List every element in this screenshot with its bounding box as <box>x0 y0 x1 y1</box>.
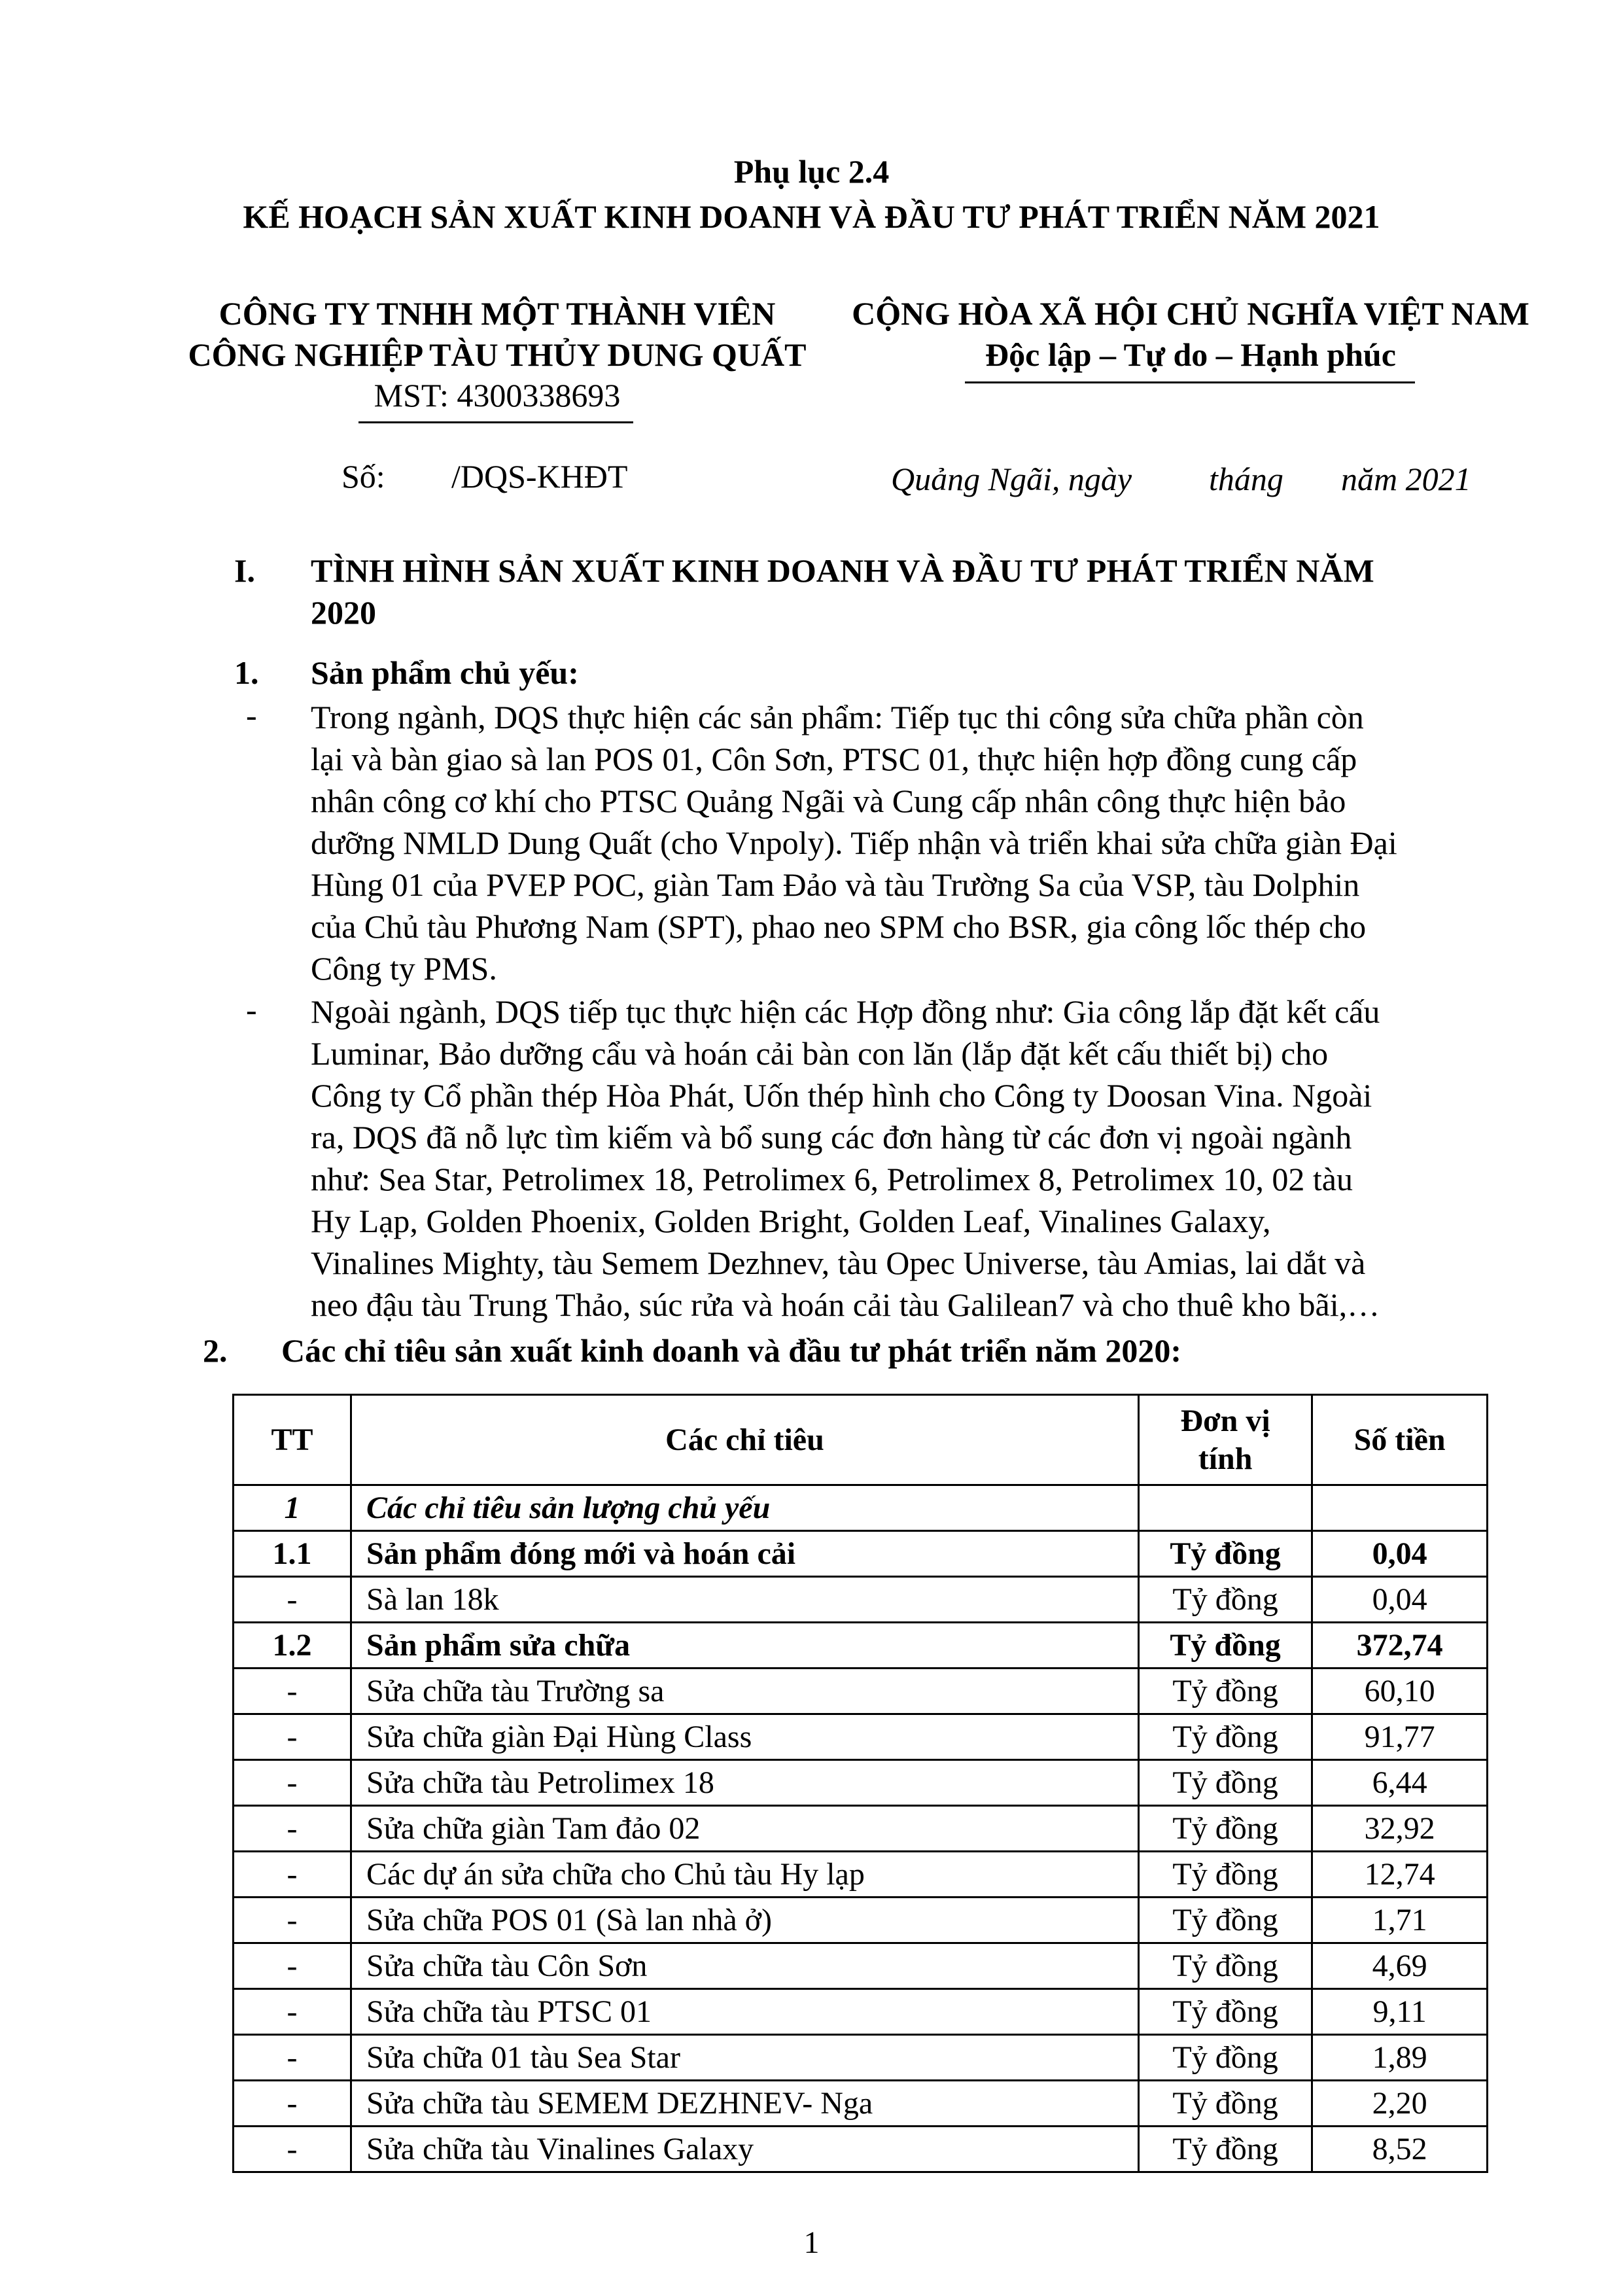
cell-tt: - <box>234 1760 351 1806</box>
cell-indicator: Sửa chữa POS 01 (Sà lan nhà ở) <box>351 1898 1139 1943</box>
header-indicators: Các chỉ tiêu <box>351 1395 1139 1485</box>
right-underline <box>965 381 1415 383</box>
paragraph-line: Công ty PMS. <box>311 950 497 987</box>
cell-amount: 8,52 <box>1312 2127 1488 2172</box>
cell-amount: 372,74 <box>1312 1623 1488 1669</box>
table-row <box>234 2127 1488 2172</box>
cell-indicator: Sửa chữa tàu Trường sa <box>351 1669 1139 1714</box>
cell-unit: Tỷ đồng <box>1138 1623 1312 1669</box>
cell-unit <box>1138 1485 1312 1531</box>
cell-tt: - <box>234 1806 351 1852</box>
cell-amount: 91,77 <box>1312 1714 1488 1760</box>
cell-indicator: Sửa chữa tàu Petrolimex 18 <box>351 1760 1139 1806</box>
bullet-marker: - <box>246 991 257 1028</box>
cell-tt: - <box>234 1898 351 1943</box>
cell-unit: Tỷ đồng <box>1138 2081 1312 2127</box>
cell-tt: - <box>234 1714 351 1760</box>
cell-unit: Tỷ đồng <box>1138 1531 1312 1577</box>
table-row <box>234 1898 1488 1943</box>
cell-amount: 2,20 <box>1312 2081 1488 2127</box>
cell-indicator: Sà lan 18k <box>351 1577 1139 1623</box>
cell-indicator: Các dự án sửa chữa cho Chủ tàu Hy lạp <box>351 1852 1139 1898</box>
paragraph-line: Ngoài ngành, DQS tiếp tục thực hiện các Hợp đồng như: Gia công lắp đặt kết cấu <box>311 993 1380 1030</box>
company-name-line2: CÔNG NGHIỆP TÀU THỦY DUNG QUẤT <box>188 336 807 373</box>
paragraph-line: của Chủ tàu Phương Nam (SPT), phao neo SPM cho BSR, gia công lốc thép cho <box>311 908 1367 945</box>
cell-tt: - <box>234 1852 351 1898</box>
cell-amount: 0,04 <box>1312 1531 1488 1577</box>
subsection-1-number: 1. <box>234 654 259 691</box>
bullet-paragraph <box>311 696 1492 989</box>
header-tt: TT <box>234 1395 351 1485</box>
cell-indicator: Các chỉ tiêu sản lượng chủ yếu <box>351 1485 1139 1531</box>
cell-indicator: Sửa chữa giàn Tam đảo 02 <box>351 1806 1139 1852</box>
cell-amount: 12,74 <box>1312 1852 1488 1898</box>
cell-unit: Tỷ đồng <box>1138 1989 1312 2035</box>
cell-indicator: Sản phẩm sửa chữa <box>351 1623 1139 1669</box>
national-motto: Độc lập – Tự do – Hạnh phúc <box>985 336 1396 373</box>
paragraph-line: lại và bàn giao sà lan POS 01, Côn Sơn, PTSC 01, thực hiện hợp đồng cung cấp <box>311 741 1357 777</box>
date-month: tháng <box>1209 461 1283 497</box>
subsection-2-title: Các chỉ tiêu sản xuất kinh doanh và đầu tư phát triển năm 2020: <box>281 1332 1182 1369</box>
cell-tt: - <box>234 1989 351 2035</box>
paragraph-line: như: Sea Star, Petrolimex 18, Petrolimex 6, Petrolimex 8, Petrolimex 10, 02 tàu <box>311 1161 1353 1197</box>
table-row <box>234 1852 1488 1898</box>
table-row <box>234 1531 1488 1577</box>
paragraph-line: Vinalines Mighty, tàu Semem Dezhnev, tàu Opec Universe, tàu Amias, lai dắt và <box>311 1245 1366 1281</box>
cell-amount: 1,89 <box>1312 2035 1488 2081</box>
table-row <box>234 2035 1488 2081</box>
paragraph-line: dưỡng NMLD Dung Quất (cho Vnpoly). Tiếp nhận và triển khai sửa chữa giàn Đại <box>311 824 1397 861</box>
table-row <box>234 2081 1488 2127</box>
table-header-row <box>234 1395 1488 1485</box>
cell-amount: 0,04 <box>1312 1577 1488 1623</box>
left-underline <box>358 421 633 423</box>
paragraph-line: nhân công cơ khí cho PTSC Quảng Ngãi và Cung cấp nhân công thực hiện bảo <box>311 783 1346 819</box>
cell-tt: - <box>234 1577 351 1623</box>
cell-indicator: Sản phẩm đóng mới và hoán cải <box>351 1531 1139 1577</box>
paragraph-line: Hùng 01 của PVEP POC, giàn Tam Đảo và tàu Trường Sa của VSP, tàu Dolphin <box>311 866 1360 903</box>
cell-unit: Tỷ đồng <box>1138 1852 1312 1898</box>
cell-unit: Tỷ đồng <box>1138 1760 1312 1806</box>
doc-number-label: Số: <box>341 458 385 495</box>
cell-amount: 4,69 <box>1312 1943 1488 1989</box>
bullet-paragraph <box>311 991 1492 1326</box>
cell-tt: - <box>234 2127 351 2172</box>
cell-unit: Tỷ đồng <box>1138 2035 1312 2081</box>
cell-unit: Tỷ đồng <box>1138 2127 1312 2172</box>
cell-tt: 1 <box>234 1485 351 1531</box>
cell-unit: Tỷ đồng <box>1138 1669 1312 1714</box>
cell-indicator: Sửa chữa giàn Đại Hùng Class <box>351 1714 1139 1760</box>
paragraph-line: neo đậu tàu Trung Thảo, súc rửa và hoán cải tàu Galilean7 và cho thuê kho bãi,… <box>311 1286 1380 1323</box>
table-row <box>234 1577 1488 1623</box>
paragraph-line: ra, DQS đã nỗ lực tìm kiếm và bổ sung các đơn hàng từ các đơn vị ngoài ngành <box>311 1119 1352 1156</box>
tax-code: MST: 4300338693 <box>374 377 621 414</box>
section-number: I. <box>234 552 255 589</box>
cell-unit: Tỷ đồng <box>1138 1943 1312 1989</box>
company-name-line1: CÔNG TY TNHH MỘT THÀNH VIÊN <box>218 295 776 332</box>
cell-unit: Tỷ đồng <box>1138 1806 1312 1852</box>
cell-unit: Tỷ đồng <box>1138 1898 1312 1943</box>
paragraph-line: Luminar, Bảo dưỡng cẩu và hoán cải bàn con lăn (lắp đặt kết cấu thiết bị) cho <box>311 1035 1329 1072</box>
table-row <box>234 1485 1488 1531</box>
table-row <box>234 1806 1488 1852</box>
cell-tt: - <box>234 2081 351 2127</box>
cell-tt: - <box>234 1943 351 1989</box>
cell-tt: 1.2 <box>234 1623 351 1669</box>
date-place: Quảng Ngãi, ngày <box>891 461 1132 497</box>
cell-indicator: Sửa chữa tàu Vinalines Galaxy <box>351 2127 1139 2172</box>
cell-amount: 9,11 <box>1312 1989 1488 2035</box>
paragraph-line: Công ty Cổ phần thép Hòa Phát, Uốn thép hình cho Công ty Doosan Vina. Ngoài <box>311 1077 1372 1114</box>
table-row <box>234 1669 1488 1714</box>
date-year: năm 2021 <box>1341 461 1471 497</box>
table-row <box>234 1989 1488 2035</box>
cell-amount <box>1312 1485 1488 1531</box>
table-row <box>234 1623 1488 1669</box>
subsection-2-number: 2. <box>203 1332 228 1369</box>
cell-indicator: Sửa chữa tàu PTSC 01 <box>351 1989 1139 2035</box>
indicators-table <box>232 1394 1488 2173</box>
page-number: 1 <box>803 2225 820 2260</box>
appendix-label: Phụ lục 2.4 <box>733 153 890 190</box>
country-name: CỘNG HÒA XÃ HỘI CHỦ NGHĨA VIỆT NAM <box>852 295 1529 332</box>
cell-amount: 6,44 <box>1312 1760 1488 1806</box>
section-title-line1: TÌNH HÌNH SẢN XUẤT KINH DOANH VÀ ĐẦU TƯ PHÁT TRIỂN NĂM <box>311 552 1374 589</box>
table-row <box>234 1760 1488 1806</box>
cell-amount: 32,92 <box>1312 1806 1488 1852</box>
cell-tt: - <box>234 1669 351 1714</box>
subsection-1-title: Sản phẩm chủ yếu: <box>311 654 579 691</box>
table-row <box>234 1943 1488 1989</box>
cell-indicator: Sửa chữa 01 tàu Sea Star <box>351 2035 1139 2081</box>
section-title-line2: 2020 <box>311 594 376 631</box>
table-row <box>234 1714 1488 1760</box>
cell-amount: 60,10 <box>1312 1669 1488 1714</box>
header-unit: Đơn vị tính <box>1138 1395 1312 1485</box>
cell-tt: - <box>234 2035 351 2081</box>
cell-indicator: Sửa chữa tàu Côn Sơn <box>351 1943 1139 1989</box>
cell-unit: Tỷ đồng <box>1138 1577 1312 1623</box>
paragraph-line: Hy Lạp, Golden Phoenix, Golden Bright, Golden Leaf, Vinalines Galaxy, <box>311 1203 1271 1239</box>
cell-indicator: Sửa chữa tàu SEMEM DEZHNEV- Nga <box>351 2081 1139 2127</box>
cell-amount: 1,71 <box>1312 1898 1488 1943</box>
bullet-marker: - <box>246 697 257 733</box>
document-title: KẾ HOẠCH SẢN XUẤT KINH DOANH VÀ ĐẦU TƯ PHÁT TRIỂN NĂM 2021 <box>243 198 1380 235</box>
paragraph-line: Trong ngành, DQS thực hiện các sản phẩm: Tiếp tục thi công sửa chữa phần còn <box>311 699 1364 735</box>
header-amount: Số tiền <box>1312 1395 1488 1485</box>
cell-unit: Tỷ đồng <box>1138 1714 1312 1760</box>
cell-tt: 1.1 <box>234 1531 351 1577</box>
doc-number: /DQS-KHĐT <box>451 458 628 495</box>
